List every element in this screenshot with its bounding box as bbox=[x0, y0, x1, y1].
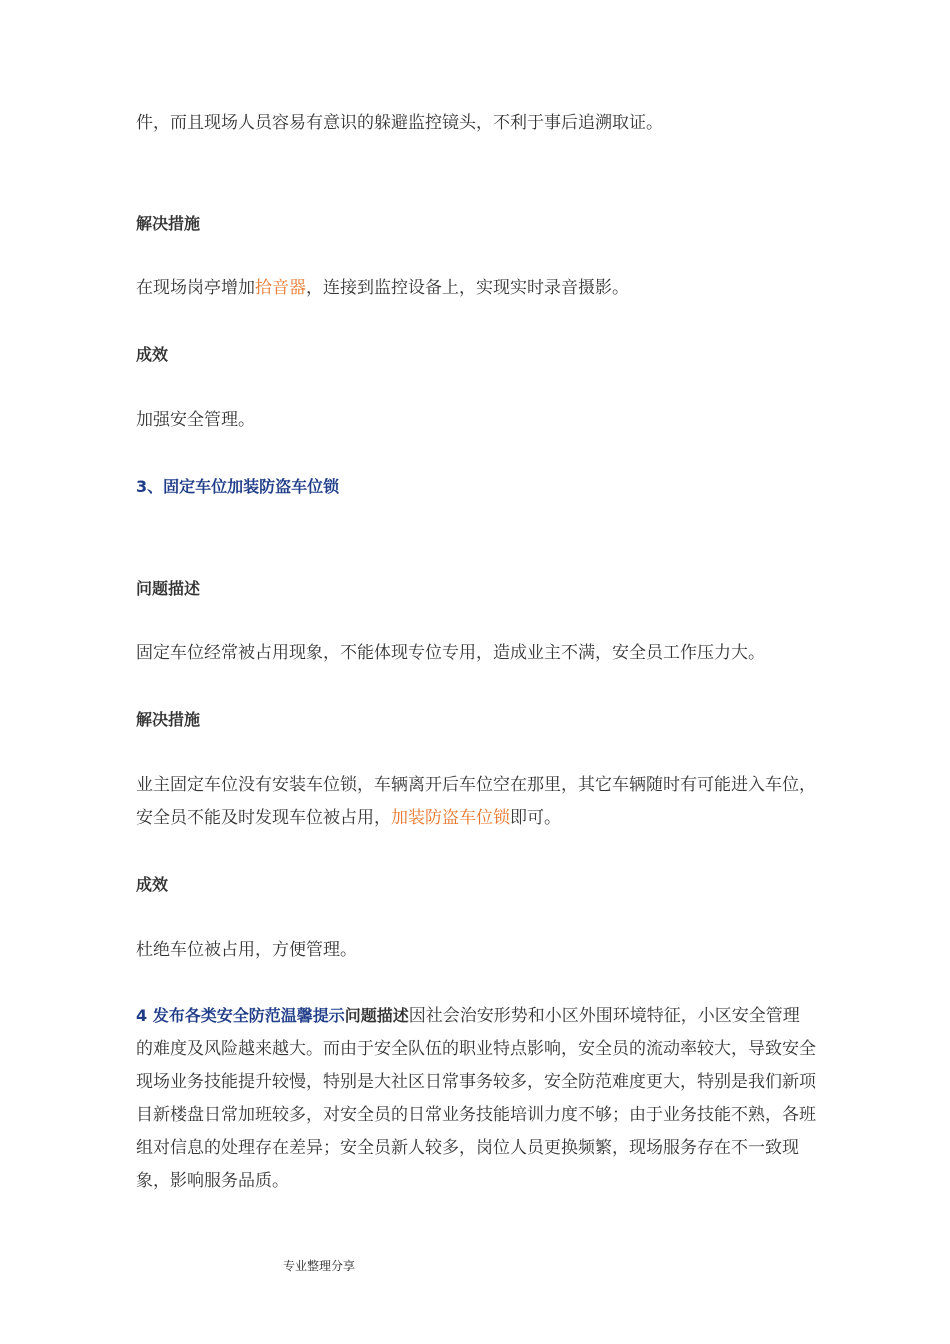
heading-problem-3: 问题描述 bbox=[136, 579, 201, 598]
paragraph-effect-3: 杜绝车位被占用，方便管理。 bbox=[136, 940, 357, 960]
section-4-title: 4 发布各类安全防范温馨提示 bbox=[136, 1006, 345, 1025]
paragraph-solution-3 bbox=[136, 769, 816, 835]
solution-1-text-after: ，连接到监控设备上，实现实时录音摄影。 bbox=[306, 278, 629, 298]
section-4-problem-label: 问题描述 bbox=[344, 1006, 409, 1025]
solution-1-highlight: 拾音器 bbox=[255, 278, 306, 298]
heading-solution-3: 解决措施 bbox=[136, 710, 201, 729]
solution-3-highlight: 加装防盗车位锁 bbox=[391, 808, 510, 828]
solution-1-text-before: 在现场岗亭增加 bbox=[136, 278, 255, 298]
footer-note: 专业整理分享 bbox=[283, 1259, 356, 1273]
section-3-title: 3、固定车位加装防盗车位锁 bbox=[136, 477, 340, 496]
heading-effect-1: 成效 bbox=[136, 345, 169, 364]
solution-3-text-after: 即可。 bbox=[510, 808, 561, 828]
paragraph-problem-3: 固定车位经常被占用现象，不能体现专位专用，造成业主不满，安全员工作压力大。 bbox=[136, 643, 765, 663]
paragraph-intro-continued: 件，而且现场人员容易有意识的躲避监控镜头，不利于事后追溯取证。 bbox=[136, 113, 663, 133]
paragraph-section-4 bbox=[136, 999, 816, 1198]
heading-solution-1: 解决措施 bbox=[136, 214, 201, 233]
heading-effect-3: 成效 bbox=[136, 875, 169, 894]
section-4-problem-text: 因社会治安形势和小区外围环境特征，小区安全管理的难度及风险越来越大。而由于安全队伍的职业特点影响，安全员的流动率较大，导致安全现场业务技能提升较慢，特别是大社区日常事务较多，安全防范难度更大，特别是我们新项目新楼盘日常加班较多，对安全员的日常业务技能培训力度不够；由于业务技能不熟，各班组对信息的处理存在差异；安全员新人较多，岗位人员更换频繁，现场服务存在不一致现象，影响服务品质。 bbox=[136, 1006, 816, 1191]
paragraph-effect-1: 加强安全管理。 bbox=[136, 410, 255, 430]
paragraph-solution-1 bbox=[136, 272, 816, 305]
solution-3-text-before: 业主固定车位没有安装车位锁，车辆离开后车位空在那里，其它车辆随时有可能进入车位，安全员不能及时发现车位被占用， bbox=[136, 775, 816, 828]
